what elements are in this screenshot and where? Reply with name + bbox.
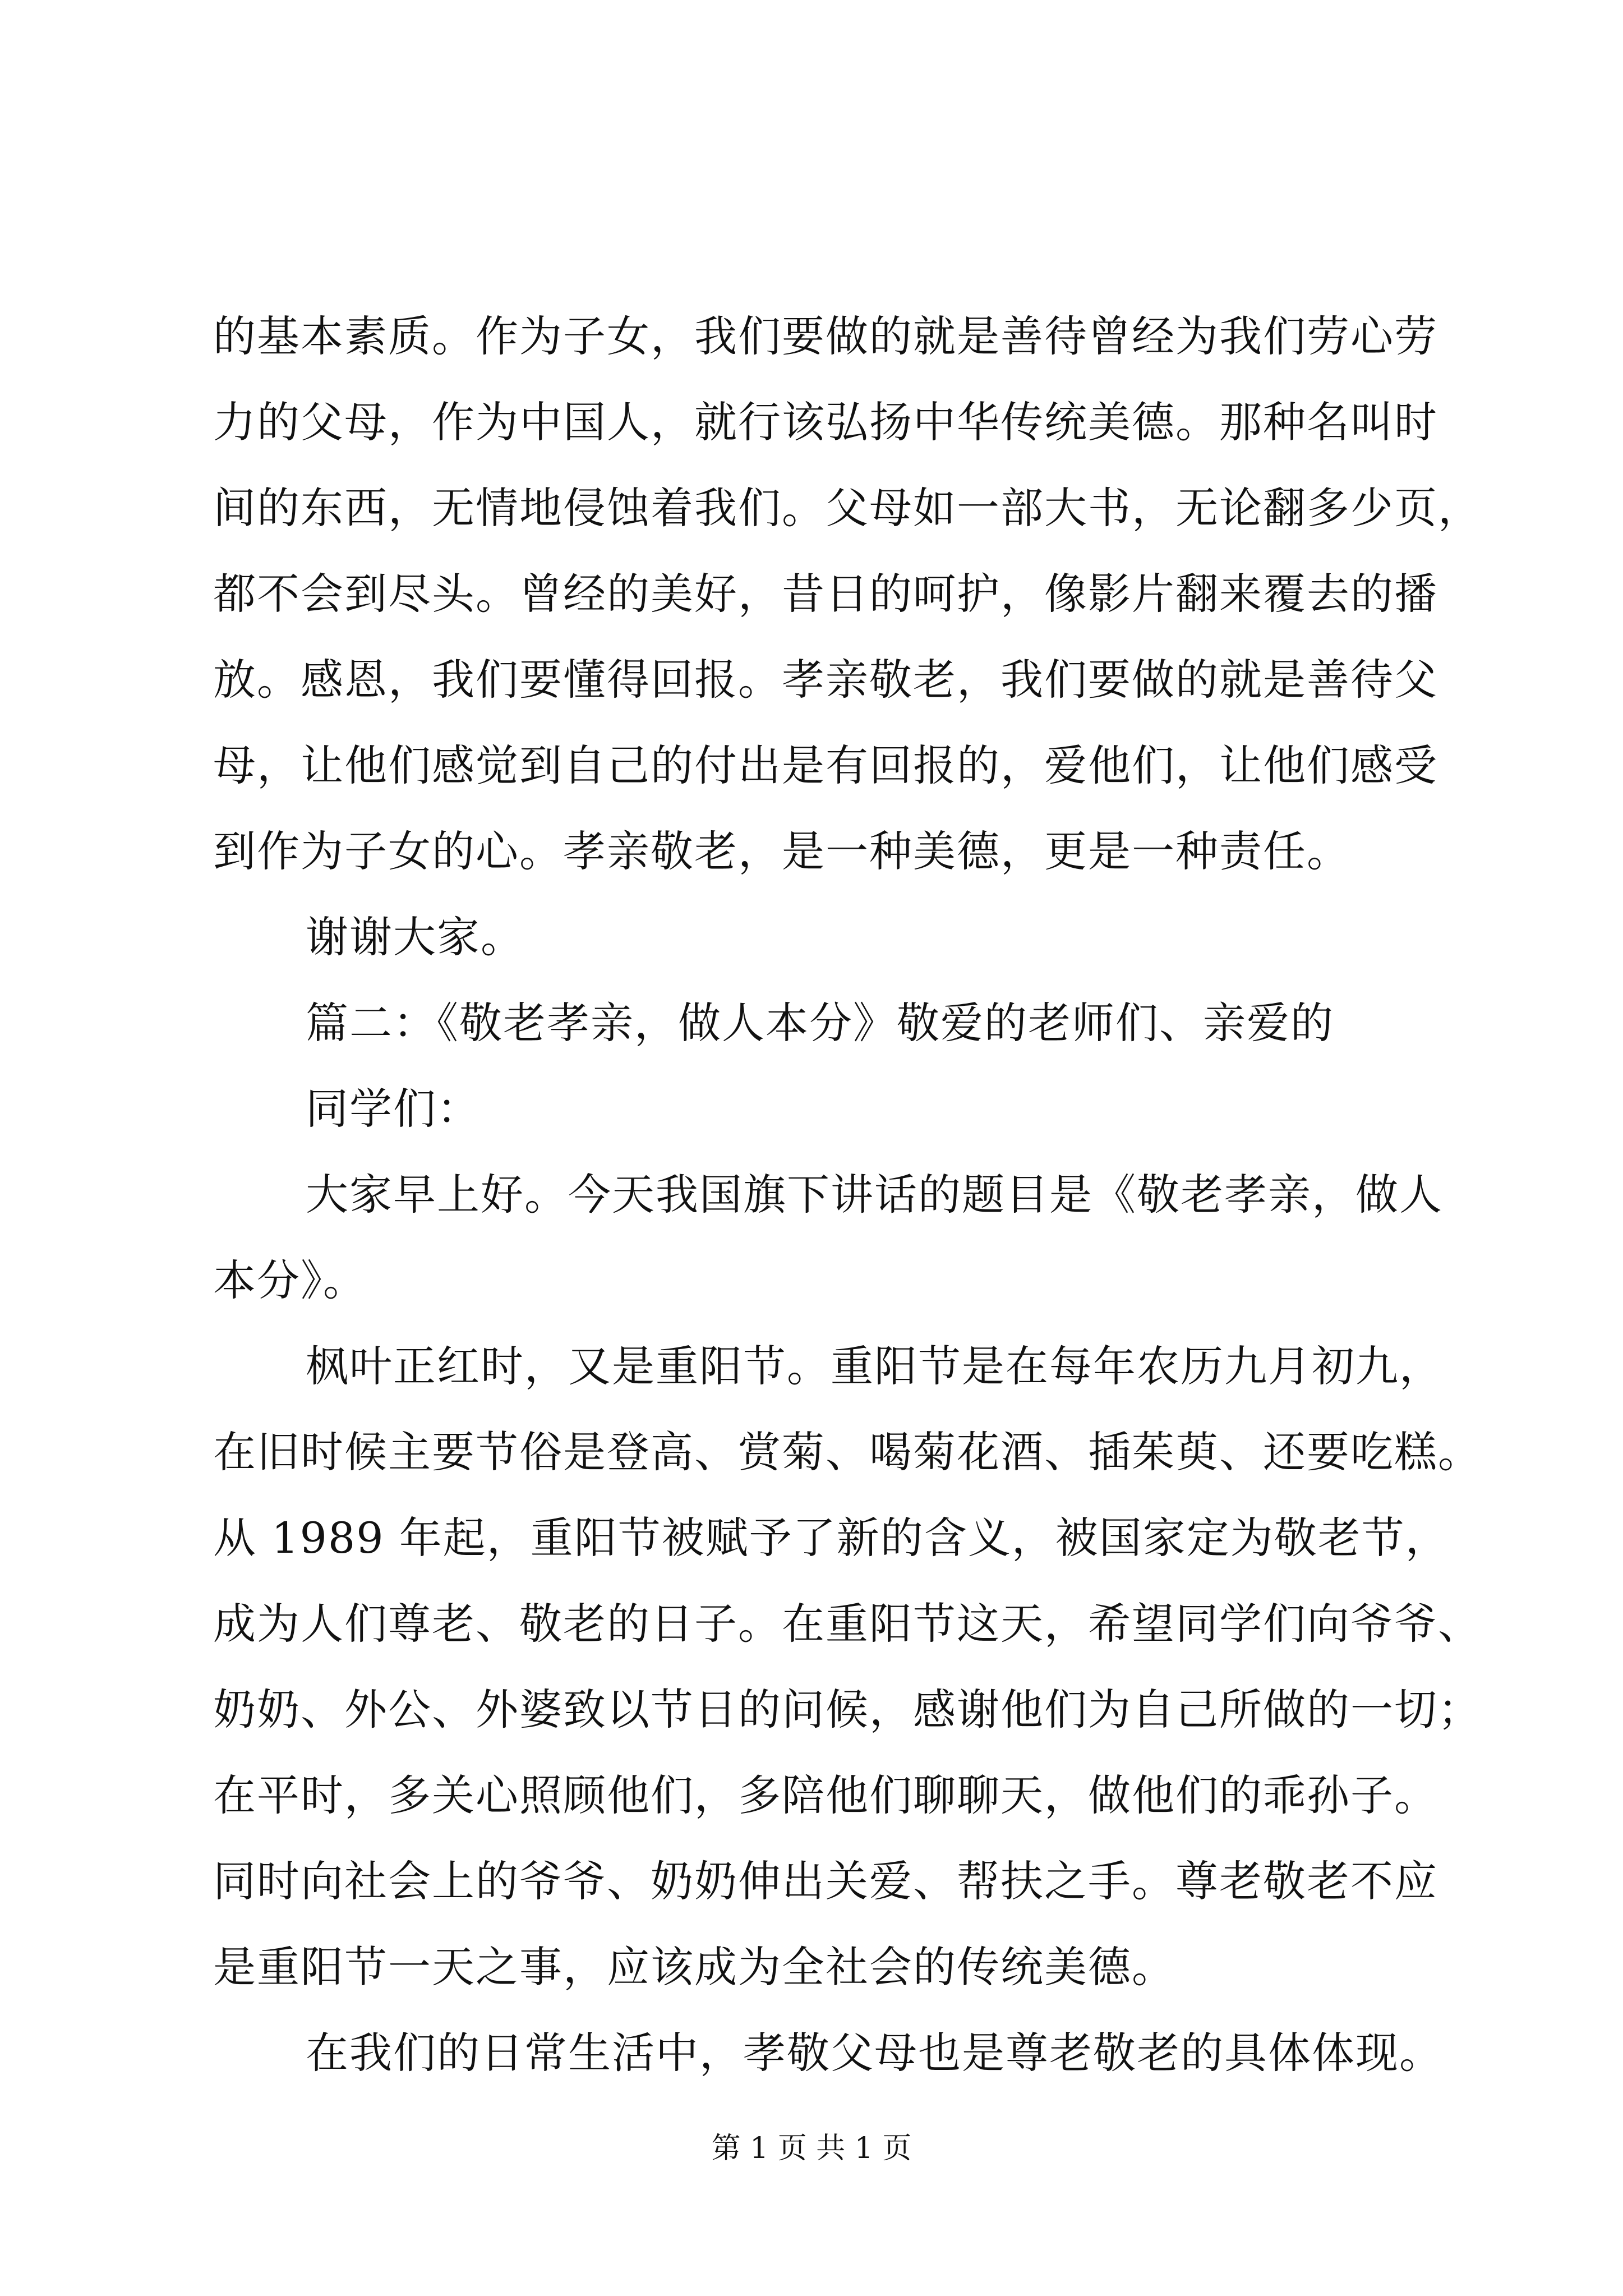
text-line-1: 的基本素质。作为子女，我们要做的就是善待曾经为我们劳心劳	[213, 311, 1438, 361]
text-line-21: 在我们的日常生活中，孝敬父母也是尊老敬老的具体体现。	[306, 2028, 1443, 2078]
text-line-7: 到作为子女的心。孝亲敬老，是一种美德，更是一种责任。	[213, 826, 1350, 876]
text-line-13: 枫叶正红时，又是重阳节。重阳节是在每年农历九月初九，	[306, 1341, 1443, 1391]
text-line-11: 大家早上好。今天我国旗下讲话的题目是《敬老孝亲，做人	[306, 1170, 1443, 1220]
text-line-16: 成为人们尊老、敬老的日子。在重阳节这天，希望同学们向爷爷、	[213, 1599, 1482, 1649]
text-line-5: 放。感恩，我们要懂得回报。孝亲敬老，我们要做的就是善待父	[213, 655, 1438, 705]
text-line-15: 从 1989 年起，重阳节被赋予了新的含义，被国家定为敬老节，	[213, 1513, 1449, 1563]
text-line-4: 都不会到尽头。曾经的美好，昔日的呵护，像影片翻来覆去的播	[213, 569, 1438, 619]
text-line-17: 奶奶、外公、外婆致以节日的问候，感谢他们为自己所做的一切；	[213, 1685, 1482, 1734]
text-line-18: 在平时，多关心照顾他们，多陪他们聊聊天，做他们的乖孙子。	[213, 1770, 1438, 1820]
text-line-9: 篇二：《敬老孝亲，做人本分》敬爱的老师们、亲爱的	[306, 998, 1334, 1048]
text-line-10: 同学们：	[306, 1084, 481, 1134]
text-line-8: 谢谢大家。	[306, 912, 524, 962]
text-line-6: 母，让他们感觉到自己的付出是有回报的，爱他们，让他们感受	[213, 740, 1438, 790]
text-line-19: 同时向社会上的爷爷、奶奶伸出关爱、帮扶之手。尊老敬老不应	[213, 1856, 1438, 1906]
text-line-12: 本分》。	[213, 1255, 367, 1305]
text-line-2: 力的父母，作为中国人，就行该弘扬中华传统美德。那种名叫时	[213, 397, 1438, 447]
text-line-3: 间的东西，无情地侵蚀着我们。父母如一部大书，无论翻多少页，	[213, 483, 1482, 533]
text-line-20: 是重阳节一天之事，应该成为全社会的传统美德。	[213, 1942, 1175, 1992]
text-line-14: 在旧时候主要节俗是登高、赏菊、喝菊花酒、插茱萸、还要吃糕。	[213, 1427, 1482, 1477]
page-number-footer: 第 1 页 共 1 页	[711, 2132, 912, 2165]
